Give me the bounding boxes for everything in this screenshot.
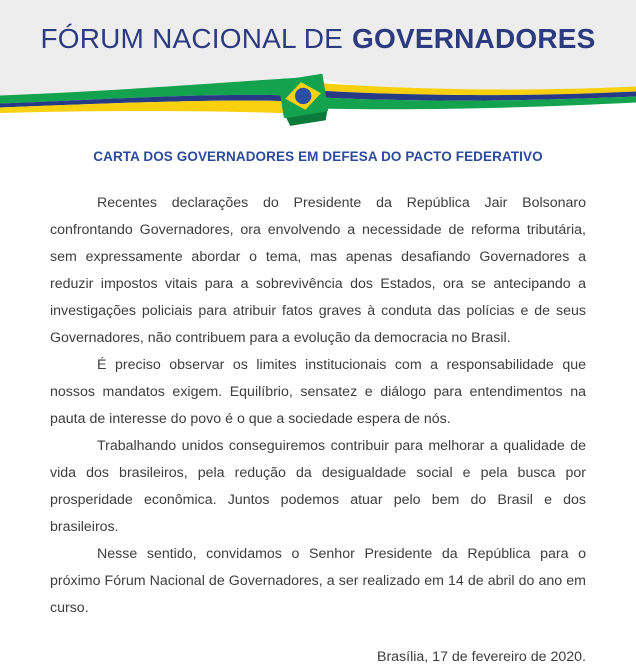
org-title — [40, 13, 595, 55]
brazil-flag-icon — [278, 74, 330, 127]
letter-paragraph-2: É preciso observar os limites institucionais com a responsabilidade que nossos mandatos exigem. Equilíbrio, sensatez e diálogo para entendimentos na pauta de interesse do povo é o que a sociedade espera de nós. — [50, 357, 586, 427]
ribbon-banner — [0, 68, 636, 138]
masthead — [0, 0, 636, 68]
letter-title: CARTA DOS GOVERNADORES EM DEFESA DO PACTO FEDERATIVO — [93, 149, 543, 164]
letter-paragraph-3: Trabalhando unidos conseguiremos contribuir para melhorar a qualidade de vida dos brasileiros, pela redução da desigualdade social e pela busca por prosperidade econômica. Juntos podemos atuar pelo bem do Brasil e dos brasileiros. — [50, 438, 586, 535]
org-title-bold: GOVERNADORES — [352, 23, 596, 54]
letter-paragraph-4: Nesse sentido, convidamos o Senhor Presidente da República para o próximo Fórum Nacional de Governadores, a ser realizado em 14 de abril do ano em curso. — [50, 546, 586, 616]
letter-paragraph-1: Recentes declarações do Presidente da República Jair Bolsonaro confrontando Governadores, ora envolvendo a necessidade de reforma tributária, sem expressamente abordar o tema, mas apenas desafiando Governadores a reduzir impostos vitais para a sobrevivência dos Estados, ora se antecipando a investigações policiais para atribuir fatos graves à conduta das polícias e de seus Governadores, não contribuem para a evolução da democracia no Brasil. — [50, 195, 586, 346]
dateline: Brasília, 17 de fevereiro de 2020. — [376, 649, 586, 665]
letter-paragraphs — [50, 190, 586, 622]
letter-body — [0, 149, 636, 671]
org-title-regular: FÓRUM NACIONAL DE — [40, 23, 344, 54]
